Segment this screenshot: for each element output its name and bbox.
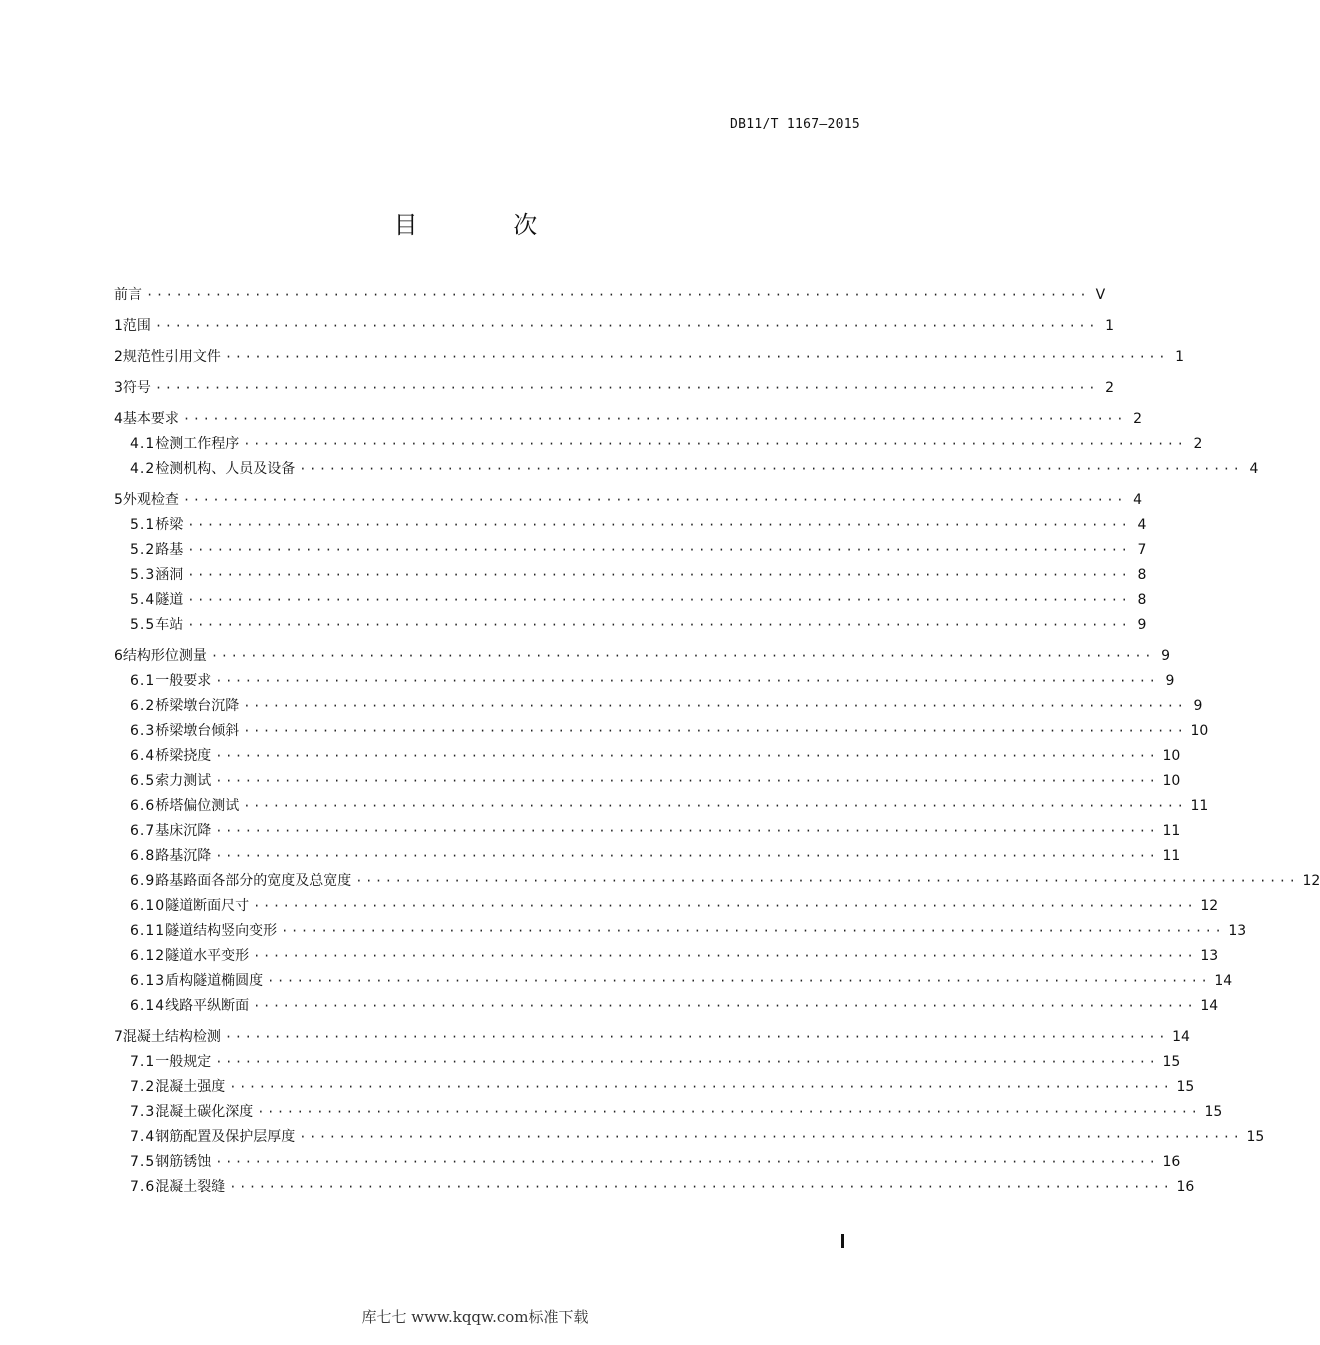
toc-dot-leader: ································································································ xyxy=(299,462,1243,476)
toc-entry xyxy=(114,1076,1195,1101)
toc-entry-number: 6.12 xyxy=(130,948,166,964)
toc-entry-page: 4 xyxy=(1133,492,1143,508)
toc-entry xyxy=(114,589,1147,614)
toc-entry-page: 12 xyxy=(1200,898,1219,914)
toc-dot-leader: ································································································ xyxy=(215,674,1159,688)
page-number xyxy=(841,1234,844,1248)
toc-entry-number: 7.6 xyxy=(130,1179,156,1195)
toc-entry-number: 6.3 xyxy=(130,723,156,739)
toc-dot-leader: ································································································ xyxy=(215,1055,1159,1069)
toc-entry-page: 16 xyxy=(1176,1179,1195,1195)
toc-entry xyxy=(114,920,1247,945)
toc-dot-leader: ································································································ xyxy=(154,381,1099,395)
toc-entry xyxy=(114,1026,1190,1051)
toc-entry xyxy=(114,670,1175,695)
toc-entry-number: 4 xyxy=(114,411,123,427)
toc-entry-page: 10 xyxy=(1162,773,1181,789)
toc-entry-number: 7.3 xyxy=(130,1104,156,1120)
toc-entry-page: 15 xyxy=(1204,1104,1223,1120)
toc-entry-title: 涵洞 xyxy=(155,567,184,583)
toc-dot-leader: ································································································ xyxy=(355,874,1299,888)
toc-dot-leader: ································································································ xyxy=(253,949,1197,963)
toc-entry xyxy=(114,1101,1223,1126)
toc-entry-title: 路基沉降 xyxy=(155,848,212,864)
toc-entry xyxy=(114,489,1143,514)
toc-entry-page: 2 xyxy=(1133,411,1143,427)
toc-entry xyxy=(114,315,1115,340)
toc-dot-leader: ································································································ xyxy=(182,493,1127,507)
toc-entry-title: 规范性引用文件 xyxy=(122,349,221,365)
toc-entry-page: 14 xyxy=(1214,973,1233,989)
toc-entry-page: 4 xyxy=(1249,461,1259,477)
toc-entry-number: 5.5 xyxy=(130,617,156,633)
page-title: 目 次 xyxy=(393,211,582,239)
toc-entry-title: 混凝土结构检测 xyxy=(122,1029,221,1045)
toc-entry-number: 5.2 xyxy=(130,542,156,558)
toc-entry-title: 结构形位测量 xyxy=(122,648,207,664)
toc-entry-page: 16 xyxy=(1162,1154,1181,1170)
toc-dot-leader: ································································································ xyxy=(187,618,1131,632)
toc-entry xyxy=(114,945,1219,970)
toc-dot-leader: ································································································ xyxy=(215,749,1159,763)
toc-entry-number: 6.4 xyxy=(130,748,156,764)
toc-entry xyxy=(114,745,1181,770)
toc-dot-leader: ································································································ xyxy=(215,824,1159,838)
toc-dot-leader: ································································································ xyxy=(253,999,1197,1013)
toc-dot-leader: ································································································ xyxy=(154,319,1099,333)
toc-entry xyxy=(114,564,1147,589)
toc-dot-leader: ································································································ xyxy=(229,1080,1173,1094)
toc-entry-number: 7.2 xyxy=(130,1079,156,1095)
toc-entry-page: 9 xyxy=(1161,648,1171,664)
toc-dot-leader: ································································································ xyxy=(299,1130,1243,1144)
toc-dot-leader: ································································································ xyxy=(281,924,1225,938)
toc-dot-leader: ································································································ xyxy=(257,1105,1201,1119)
toc-entry-page: 7 xyxy=(1137,542,1147,558)
toc-entry-number: 5.1 xyxy=(130,517,156,533)
toc-entry-number: 6.8 xyxy=(130,848,156,864)
toc-entry-title: 混凝土裂缝 xyxy=(155,1179,226,1195)
toc-entry-title: 基床沉降 xyxy=(155,823,212,839)
toc-entry-number: 1 xyxy=(114,318,123,334)
toc-entry-title: 一般要求 xyxy=(155,673,212,689)
toc-entry-number: 7 xyxy=(114,1029,123,1045)
toc-entry-number: 7.5 xyxy=(130,1154,156,1170)
toc-entry-number: 6.2 xyxy=(130,698,156,714)
toc-entry-page: 2 xyxy=(1105,380,1115,396)
toc-entry xyxy=(114,770,1181,795)
toc-entry-page: 11 xyxy=(1190,798,1209,814)
toc-entry xyxy=(114,1151,1181,1176)
toc-entry-title: 隧道 xyxy=(155,592,184,608)
toc-entry-page: 10 xyxy=(1190,723,1209,739)
toc-dot-leader: ································································································ xyxy=(253,899,1197,913)
toc-entry-number: 5 xyxy=(114,492,123,508)
toc-dot-leader: ································································································ xyxy=(187,543,1131,557)
toc-entry-page: 8 xyxy=(1137,592,1147,608)
toc-dot-leader: ································································································ xyxy=(215,1155,1159,1169)
toc-entry-title: 盾构隧道椭圆度 xyxy=(165,973,264,989)
toc-dot-leader: ································································································ xyxy=(215,774,1159,788)
toc-entry xyxy=(114,614,1147,639)
toc-entry-page: 13 xyxy=(1200,948,1219,964)
toc-dot-leader: ································································································ xyxy=(187,518,1131,532)
toc-entry-page: 9 xyxy=(1137,617,1147,633)
toc-entry-title: 隧道水平变形 xyxy=(165,948,250,964)
toc-entry-title: 混凝土强度 xyxy=(155,1079,226,1095)
toc-entry-title: 隧道结构竖向变形 xyxy=(165,923,278,939)
toc-entry-number: 6.9 xyxy=(130,873,156,889)
toc-entry-page: 2 xyxy=(1193,436,1203,452)
toc-entry-title: 一般规定 xyxy=(155,1054,212,1070)
toc-entry xyxy=(114,845,1181,870)
toc-entry xyxy=(114,895,1219,920)
toc-entry-title: 范围 xyxy=(122,318,151,334)
toc-entry-page: 1 xyxy=(1175,349,1185,365)
toc-entry xyxy=(114,1176,1195,1201)
toc-entry xyxy=(114,720,1209,745)
toc-dot-leader: ································································································ xyxy=(243,437,1187,451)
toc-entry-number: 6.1 xyxy=(130,673,156,689)
toc-entry-page: 15 xyxy=(1176,1079,1195,1095)
toc-entry-number: 6.6 xyxy=(130,798,156,814)
toc-dot-leader: ································································································ xyxy=(215,849,1159,863)
toc-entry-title: 桥梁挠度 xyxy=(155,748,212,764)
toc-entry-number: 3 xyxy=(114,380,123,396)
toc-entry-title: 车站 xyxy=(155,617,184,633)
toc-dot-leader: ································································································ xyxy=(146,288,1090,302)
toc-entry-title: 线路平纵断面 xyxy=(165,998,250,1014)
toc-entry-page: 11 xyxy=(1162,823,1181,839)
toc-entry-number: 6.14 xyxy=(130,998,166,1014)
toc-entry-page: 4 xyxy=(1137,517,1147,533)
toc-entry xyxy=(114,1126,1265,1151)
toc-entry-title: 桥塔偏位测试 xyxy=(155,798,240,814)
toc-dot-leader: ································································································ xyxy=(267,974,1211,988)
toc-entry xyxy=(114,820,1181,845)
toc-entry xyxy=(114,1051,1181,1076)
toc-dot-leader: ································································································ xyxy=(210,649,1155,663)
toc-entry-number: 4.1 xyxy=(130,436,156,452)
footer-watermark: 库七七 www.kqqw.com标准下载 xyxy=(361,1308,589,1326)
toc-entry-title: 桥梁墩台沉降 xyxy=(155,698,240,714)
toc-entry-title: 前言 xyxy=(114,287,142,303)
toc-entry-number: 6 xyxy=(114,648,123,664)
toc-entry-page: 9 xyxy=(1193,698,1203,714)
toc-entry xyxy=(114,433,1203,458)
toc-entry-number: 5.4 xyxy=(130,592,156,608)
toc-entry-title: 钢筋锈蚀 xyxy=(155,1154,212,1170)
toc-dot-leader: ································································································ xyxy=(243,799,1187,813)
toc-entry xyxy=(114,795,1209,820)
toc-dot-leader: ································································································ xyxy=(187,593,1131,607)
toc-entry xyxy=(114,870,1320,895)
toc-entry-page: 15 xyxy=(1246,1129,1265,1145)
toc-entry-title: 检测工作程序 xyxy=(155,436,240,452)
toc-dot-leader: ································································································ xyxy=(187,568,1131,582)
toc-entry xyxy=(114,645,1171,670)
toc-entry-title: 桥梁 xyxy=(155,517,184,533)
document-code: DB11/T 1167—2015 xyxy=(729,117,860,132)
toc-entry-title: 符号 xyxy=(122,380,151,396)
toc-entry-title: 索力测试 xyxy=(155,773,212,789)
toc-entry-title: 外观检查 xyxy=(122,492,179,508)
toc-entry-number: 6.13 xyxy=(130,973,166,989)
toc-entry-page: 13 xyxy=(1228,923,1247,939)
toc-entry-page: 9 xyxy=(1165,673,1175,689)
toc-entry xyxy=(114,539,1147,564)
toc-entry-page: 11 xyxy=(1162,848,1181,864)
toc-dot-leader: ································································································ xyxy=(224,350,1169,364)
toc-entry-number: 5.3 xyxy=(130,567,156,583)
toc-entry xyxy=(114,995,1219,1020)
toc-entry xyxy=(114,284,1106,309)
toc-dot-leader: ································································································ xyxy=(182,412,1127,426)
toc-entry-title: 路基 xyxy=(155,542,184,558)
toc-entry xyxy=(114,695,1203,720)
toc-entry-title: 基本要求 xyxy=(122,411,179,427)
toc-dot-leader: ································································································ xyxy=(224,1030,1169,1044)
toc-dot-leader: ································································································ xyxy=(243,699,1187,713)
toc-dot-leader: ································································································ xyxy=(243,724,1187,738)
toc-entry-number: 7.1 xyxy=(130,1054,156,1070)
toc-entry-page: 8 xyxy=(1137,567,1147,583)
toc-entry-page: V xyxy=(1095,287,1106,303)
toc-dot-leader: ································································································ xyxy=(229,1180,1173,1194)
toc-entry-page: 14 xyxy=(1172,1029,1190,1045)
toc-entry-title: 混凝土碳化深度 xyxy=(155,1104,254,1120)
toc-entry-title: 路基路面各部分的宽度及总宽度 xyxy=(155,873,352,889)
toc-entry-number: 6.5 xyxy=(130,773,156,789)
toc-entry-page: 10 xyxy=(1162,748,1181,764)
toc-entry xyxy=(114,377,1115,402)
toc-entry-title: 检测机构、人员及设备 xyxy=(155,461,296,477)
toc-entry xyxy=(114,970,1233,995)
toc-entry-page: 14 xyxy=(1200,998,1219,1014)
toc-entry xyxy=(114,458,1259,483)
toc-entry-title: 桥梁墩台倾斜 xyxy=(155,723,240,739)
toc-entry-title: 隧道断面尺寸 xyxy=(165,898,250,914)
toc-entry-number: 6.7 xyxy=(130,823,156,839)
toc-entry xyxy=(114,408,1143,433)
table-of-contents xyxy=(114,284,1320,1201)
toc-entry xyxy=(114,514,1147,539)
toc-entry-number: 7.4 xyxy=(130,1129,156,1145)
toc-entry xyxy=(114,346,1185,371)
toc-entry-page: 1 xyxy=(1105,318,1115,334)
toc-entry-number: 6.10 xyxy=(130,898,166,914)
toc-entry-number: 6.11 xyxy=(130,923,166,939)
toc-entry-title: 钢筋配置及保护层厚度 xyxy=(155,1129,296,1145)
toc-entry-page: 12 xyxy=(1302,873,1320,889)
toc-entry-number: 4.2 xyxy=(130,461,156,477)
toc-entry-page: 15 xyxy=(1162,1054,1181,1070)
toc-entry-number: 2 xyxy=(114,349,123,365)
